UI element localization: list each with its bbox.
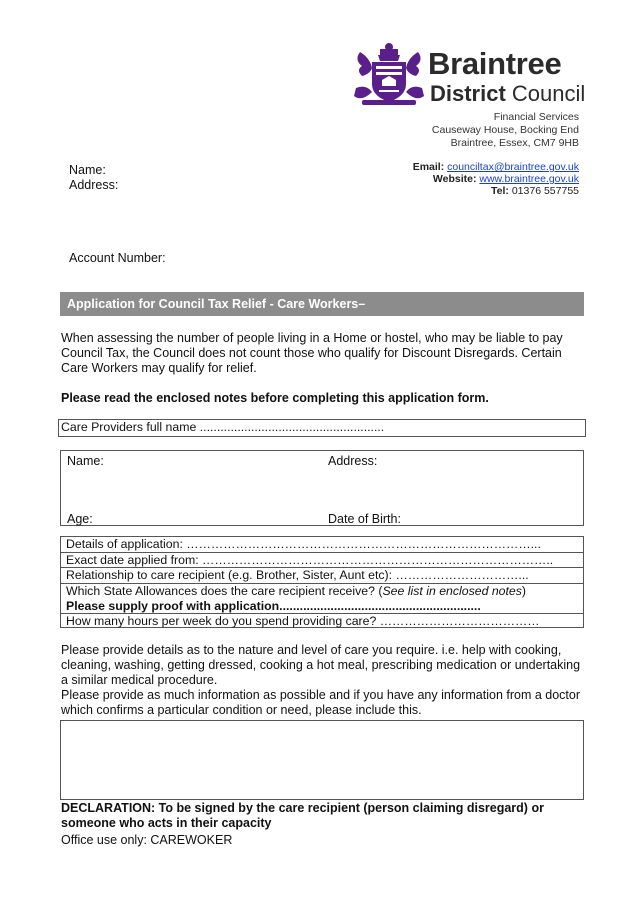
recipient-address-label: Address: (69, 178, 119, 192)
email-label: Email: (412, 161, 445, 173)
email-line (413, 161, 579, 174)
worker-name-label: Name: (67, 454, 104, 468)
form-title-banner: Application for Council Tax Relief - Care Workers– (60, 292, 584, 316)
worker-age-label: Age: (67, 512, 93, 526)
application-details-table (60, 536, 584, 628)
council-crest-logo (352, 42, 426, 106)
worker-address-label: Address: (328, 454, 378, 468)
org-name-line2 (430, 83, 585, 105)
relationship-row[interactable]: Relationship to care recipient (e.g. Brother, Sister, Aunt etc): …………………………... (61, 568, 583, 584)
email-link[interactable]: counciltax@braintree.gov.uk (447, 161, 579, 173)
read-notes-instruction: Please read the enclosed notes before completing this application form. (61, 391, 489, 405)
website-label: Website: (432, 173, 477, 185)
website-link[interactable]: www.braintree.gov.uk (479, 173, 579, 185)
care-details-more-info: Please provide as much information as possible and if you have any information from a doctor which confirms a particular condition or need, please include this. (61, 688, 581, 717)
org-address-line-2: Causeway House, Bocking End (431, 124, 579, 136)
org-name-line1: Braintree (428, 46, 562, 81)
tel-number: 01376 557755 (511, 185, 579, 197)
website-line (433, 173, 579, 186)
account-number-label: Account Number: (69, 251, 166, 265)
allowances-prefix: Which State Allowances does the care recipient receive? ( (66, 583, 383, 598)
state-allowances-question (66, 584, 583, 600)
worker-dob-label: Date of Birth: (328, 512, 401, 526)
tel-label: Tel: (491, 185, 509, 197)
intro-paragraph: When assessing the number of people living in a Home or hostel, who may be liable to pay Council Tax, the Council does not count those who qualify for Discount Disregards. Certain Care Workers may qualify for relief. (61, 331, 563, 375)
care-provider-label: Care Providers full name ...................................................... (61, 420, 385, 434)
org-address-line-3: Braintree, Essex, CM7 9HB (450, 137, 579, 149)
org-address-line-1: Financial Services (493, 111, 579, 123)
care-worker-details-box[interactable] (60, 450, 584, 526)
recipient-name-label: Name: (69, 163, 106, 177)
declaration-heading: DECLARATION: To be signed by the care recipient (person claiming disregard) or someone who acts in their capacity (61, 801, 544, 830)
allowances-suffix: ) (521, 583, 527, 598)
care-details-instruction: Please provide details as to the nature and level of care you require. i.e. help with cooking, cleaning, washing, getting dressed, cooking a hot meal, prescribing medication or undertaking a similar medical procedure. (61, 643, 581, 687)
details-of-application-row[interactable]: Details of application: …………………………………………………………………………... (61, 537, 583, 553)
office-use-label: Office use only: CAREWOKER (61, 833, 233, 847)
allowances-italic-note: See list in enclosed notes (382, 583, 522, 598)
tel-line (491, 185, 579, 198)
state-allowances-row[interactable] (61, 584, 583, 614)
care-details-textarea[interactable] (60, 720, 584, 800)
proof-instruction: Please supply proof with application........................................................... (66, 599, 481, 613)
org-name-council: Council (511, 81, 586, 106)
hours-per-week-row[interactable]: How many hours per week do you spend providing care? ………………………………… (66, 613, 540, 628)
care-provider-field[interactable] (58, 419, 586, 437)
date-applied-row[interactable]: Exact date applied from: ………………………………………………………………………….. (61, 553, 583, 569)
org-name-district: District (430, 81, 506, 106)
